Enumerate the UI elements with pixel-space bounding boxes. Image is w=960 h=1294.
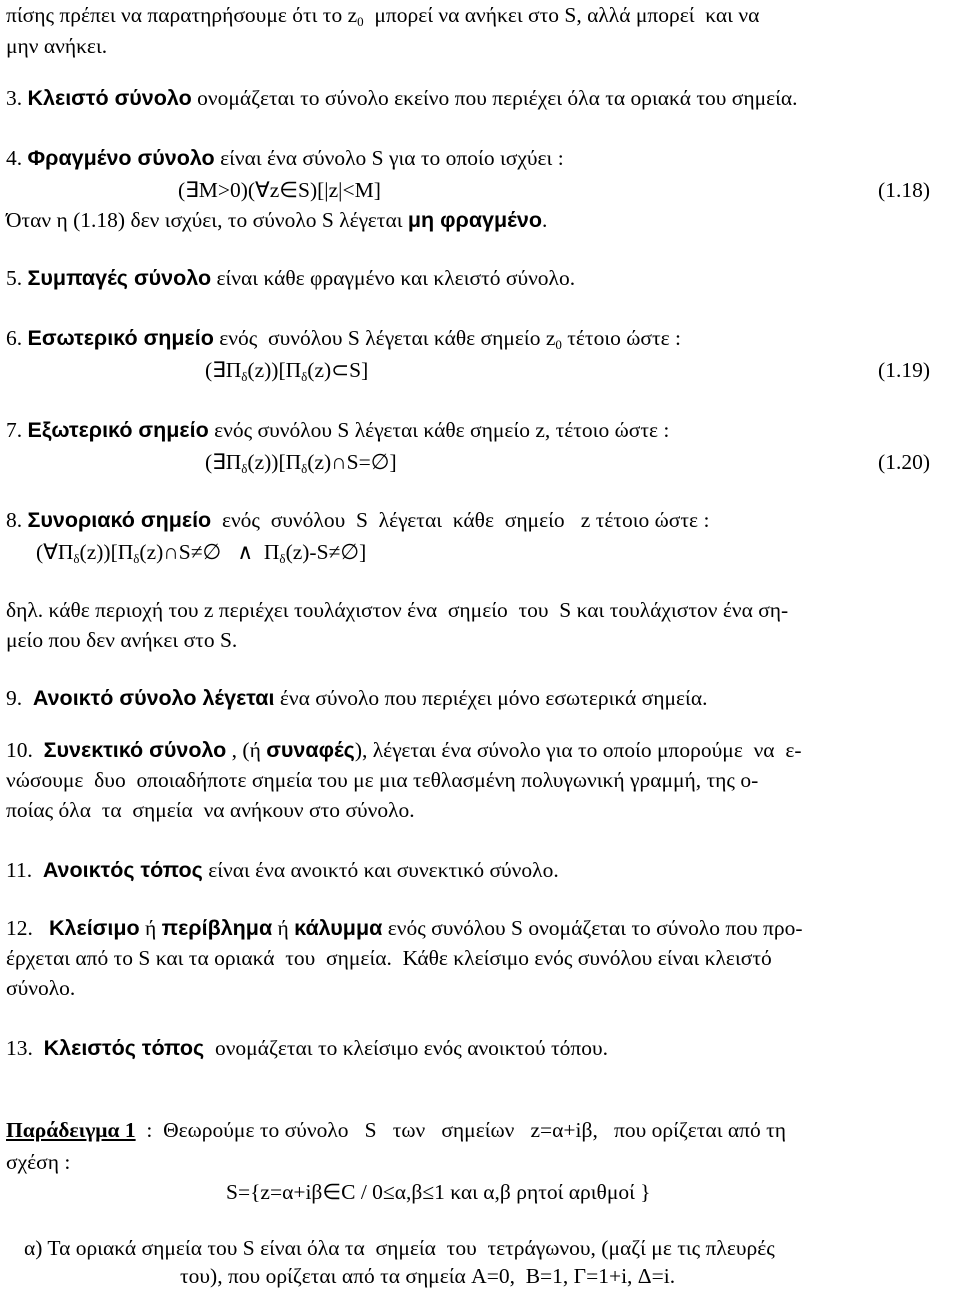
term: κάλυμμα (294, 916, 383, 940)
term: Εξωτερικό σημείο (27, 418, 209, 442)
definition-11: 11. Ανοικτός τόπος είναι ένα ανοικτό και συνεκτικό σύνολο. (6, 858, 559, 882)
term: Ανοικτός τόπος (42, 858, 203, 882)
text-line: Όταν η (1.18) δεν ισχύει, το σύνολο S λέγεται μη φραγμένο. (6, 208, 548, 232)
formula-boundary: $(\forall\Pi_\delta(z))[\Pi_\delta(z)\cap S\ne\emptyset$ ∧ $\Pi_\delta(z)-S\ne\emptyset$] (36, 540, 367, 566)
example-heading: Παράδειγμα 1 : Θεωρούμε το σύνολο S των σημείων z=α+iβ, που ορίζεται από τη (6, 1118, 786, 1142)
definition-10: 10. Συνεκτικό σύνολο , (ή συναφές), λέγεται ένα σύνολο για το οποίο μπορούμε να ε- (6, 738, 802, 762)
text-line: σύνολο. (6, 976, 76, 1000)
term: Εσωτερικό σημείο (27, 326, 214, 350)
equation-tag: (1.19) (878, 358, 930, 382)
text-line: πίσης πρέπει να παρατηρήσουμε ότι το $z_0$ μπορεί να ανήκει στο S, αλλά μπορεί και να (6, 3, 760, 29)
text-line: σχέση : (6, 1150, 71, 1174)
definition-8: 8. Συνοριακό σημείο ενός συνόλου S λέγεται κάθε σημείο z τέτοιο ώστε : (6, 508, 710, 532)
equation-tag: (1.18) (878, 178, 930, 202)
term: Κλειστό σύνολο (27, 86, 192, 110)
term: Συνοριακό σημείο (27, 508, 212, 532)
formula-1-18: (∃M>0)(∀z∈S)[|z|<M] (178, 178, 381, 202)
formula-1-20: $(\exists\Pi_\delta(z))[\Pi_\delta(z)\cap S=\emptyset]$ (205, 450, 397, 476)
text-line: μην ανήκει. (6, 34, 108, 58)
term: Φραγμένο σύνολο (27, 146, 215, 170)
definition-6: 6. Εσωτερικό σημείο ενός συνόλου S λέγεται κάθε σημείο $z_0$ τέτοιο ώστε : (6, 326, 681, 352)
equation-tag: (1.20) (878, 450, 930, 474)
definition-5: 5. Συμπαγές σύνολο είναι κάθε φραγμένο και κλειστό σύνολο. (6, 266, 576, 290)
definition-12: 12. Κλείσιμο ή περίβλημα ή κάλυμμα ενός συνόλου S ονομάζεται το σύνολο που προ- (6, 916, 803, 940)
set-definition: S={z=α+iβ∈C / 0≤α,β≤1 και α,β ρητοί αριθμοί } (226, 1180, 651, 1204)
example-title: Παράδειγμα 1 (6, 1118, 136, 1142)
text-line: α) Τα οριακά σημεία του S είναι όλα τα σημεία του τετράγωνου, (μαζί με τις πλευρές (24, 1236, 775, 1260)
term: περίβλημα (161, 916, 273, 940)
text-line: νώσουμε δυο οποιαδήποτε σημεία του με μια τεθλασμένη πολυγωνική γραμμή, της ο- (6, 768, 759, 792)
term: συναφές (266, 738, 355, 762)
term: Κλειστός τόπος (43, 1036, 205, 1060)
term: μη φραγμένο (407, 208, 542, 232)
text-line: μείο που δεν ανήκει στο S. (6, 628, 238, 652)
definition-4: 4. Φραγμένο σύνολο είναι ένα σύνολο S για το οποίο ισχύει : (6, 146, 564, 170)
term: Συνεκτικό σύνολο (43, 738, 227, 762)
term: Ανοικτό σύνολο λέγεται (32, 686, 275, 710)
text-line: δηλ. κάθε περιοχή του z περιέχει τουλάχιστον ένα σημείο του S και τουλάχιστον ένα ση- (6, 598, 789, 622)
definition-3: 3. Κλειστό σύνολο ονομάζεται το σύνολο εκείνο που περιέχει όλα τα οριακά του σημεία. (6, 86, 798, 110)
text-line: ποίας όλα τα σημεία να ανήκουν στο σύνολο. (6, 798, 415, 822)
text-line: έρχεται από το S και τα οριακά του σημεία. Κάθε κλείσιμο ενός συνόλου είναι κλειστό (6, 946, 772, 970)
term: Συμπαγές σύνολο (27, 266, 212, 290)
term: Κλείσιμο (49, 916, 140, 940)
definition-7: 7. Εξωτερικό σημείο ενός συνόλου S λέγεται κάθε σημείο z, τέτοιο ώστε : (6, 418, 670, 442)
formula-1-19: $(\exists\Pi_\delta(z))[\Pi_\delta(z)\subset S]$ (205, 358, 369, 384)
definition-13: 13. Κλειστός τόπος ονομάζεται το κλείσιμο ενός ανοικτού τόπου. (6, 1036, 608, 1060)
definition-9: 9. Ανοικτό σύνολο λέγεται ένα σύνολο που περιέχει μόνο εσωτερικά σημεία. (6, 686, 708, 710)
text-line: του), που ορίζεται από τα σημεία A=0, B=1, Γ=1+i, Δ=i. (180, 1264, 676, 1288)
